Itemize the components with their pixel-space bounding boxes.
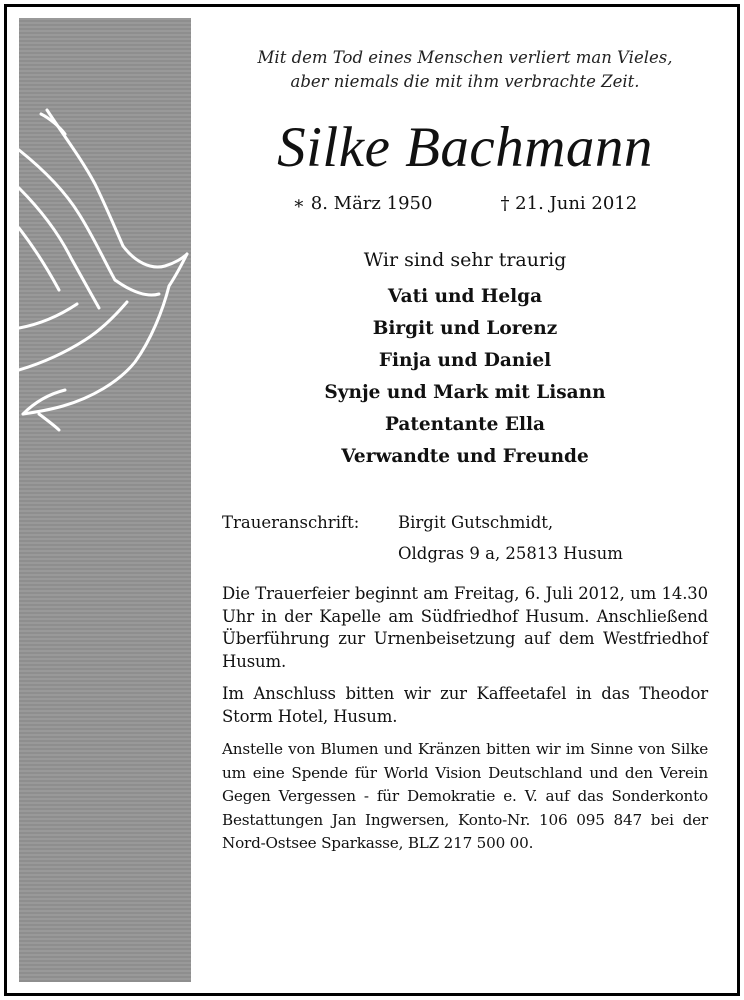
motto-line: aber niemals die mit ihm verbrachte Zeit. bbox=[290, 72, 640, 91]
dove-icon bbox=[19, 18, 191, 438]
address-label: Traueranschrift: bbox=[222, 513, 360, 532]
mourner-name: Verwandte und Freunde bbox=[341, 446, 589, 467]
mourner-name: Finja und Daniel bbox=[378, 350, 552, 371]
decorative-side-band bbox=[19, 18, 191, 982]
motto-line: Mit dem Tod eines Menschen verliert man Vieles, bbox=[257, 48, 673, 67]
motto-quote bbox=[222, 46, 708, 94]
birth-date: ∗ 8. März 1950 bbox=[292, 193, 433, 214]
mourner-list bbox=[222, 281, 708, 473]
reception-paragraph: Im Anschluss bitten wir zur Kaffeetafel in das Theodor Storm Hotel, Husum. bbox=[222, 684, 708, 726]
donation-paragraph: Anstelle von Blumen und Kränzen bitten wir im Sinne von Silke um eine Spende für World Vision Deutschland und den Verein Gegen Vergessen - für Demokratie e. V. auf das Sonderkonto Bestattungen Jan Ingwersen, Konto-Nr. 106 095 847 bei der Nord-Ostsee Sparkasse, BLZ 217 500 00. bbox=[222, 740, 708, 853]
address-line: Birgit Gutschmidt, bbox=[398, 513, 554, 532]
mourner-name: Patentante Ella bbox=[384, 414, 546, 435]
death-date: † 21. Juni 2012 bbox=[500, 193, 638, 214]
mourning-address bbox=[222, 507, 708, 569]
deceased-name: Silke Bachmann bbox=[277, 116, 653, 179]
mourning-intro: Wir sind sehr traurig bbox=[363, 249, 567, 271]
mourner-name: Synje und Mark mit Lisann bbox=[324, 382, 606, 403]
mourner-name: Vati und Helga bbox=[387, 286, 543, 307]
address-line: Oldgras 9 a, 25813 Husum bbox=[398, 544, 623, 563]
mourner-name: Birgit und Lorenz bbox=[372, 318, 558, 339]
life-dates bbox=[222, 192, 708, 216]
ceremony-paragraph: Die Trauerfeier beginnt am Freitag, 6. Juli 2012, um 14.30 Uhr in der Kapelle am Südfriedhof Husum. Anschließend Überführung zur Urnenbeisetzung auf dem Westfriedhof Husum. bbox=[222, 584, 708, 671]
notice-content bbox=[222, 46, 708, 856]
